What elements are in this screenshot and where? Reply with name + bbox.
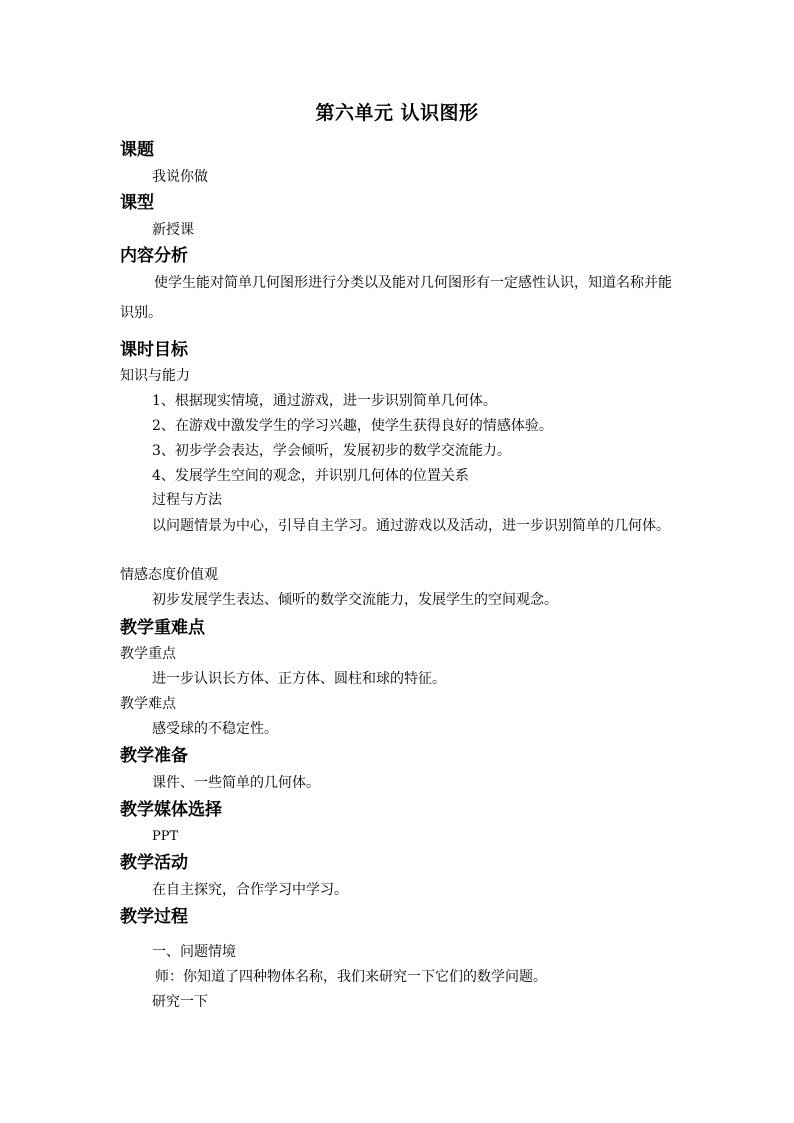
- document-title: 第六单元 认识图形: [315, 102, 479, 124]
- heading-teaching-process: 教学过程: [120, 907, 188, 927]
- difficulty-label: 教学难点: [120, 696, 176, 712]
- knowledge-item: 1、根据现实情境，通过游戏，进一步识别简单几何体。: [152, 393, 497, 409]
- heading-activity: 教学活动: [120, 853, 188, 873]
- heading-lesson-type: 课型: [120, 193, 154, 213]
- focus-text: 进一步认识长方体、正方体、圆柱和球的特征。: [152, 671, 446, 687]
- knowledge-item: 3、初步学会表达，学会倾听，发展初步的数学交流能力。: [152, 443, 511, 459]
- heading-key-points: 教学重难点: [120, 618, 205, 638]
- emotion-label: 情感态度价值观: [120, 567, 218, 583]
- heading-media: 教学媒体选择: [120, 800, 222, 820]
- focus-label: 教学重点: [120, 646, 176, 662]
- topic-text: 我说你做: [152, 169, 208, 185]
- lesson-type-text: 新授课: [152, 222, 194, 238]
- heading-lesson-goals: 课时目标: [120, 340, 188, 360]
- teacher-line: 师：你知道了四种物体名称，我们来研究一下它们的数学问题。: [155, 969, 547, 985]
- knowledge-label: 知识与能力: [120, 368, 190, 384]
- research-line: 研究一下: [152, 994, 208, 1010]
- heading-content-analysis: 内容分析: [120, 246, 188, 266]
- knowledge-item: 2、在游戏中激发学生的学习兴趣，使学生获得良好的情感体验。: [152, 418, 553, 434]
- heading-topic: 课题: [120, 140, 154, 160]
- content-analysis-text: 使学生能对简单几何图形进行分类以及能对几何图形有一定感性认识，知道名称并能识别。: [120, 275, 672, 321]
- process-step-1: 一、问题情境: [152, 944, 236, 960]
- media-text: PPT: [152, 829, 179, 844]
- activity-text: 在自主探究，合作学习中学习。: [152, 882, 348, 898]
- process-text: 以问题情景为中心，引导自主学习。通过游戏以及活动，进一步识别简单的几何体。: [152, 518, 670, 534]
- difficulty-text: 感受球的不稳定性。: [152, 721, 278, 737]
- preparation-text: 课件、一些简单的几何体。: [152, 775, 320, 791]
- process-label: 过程与方法: [152, 492, 222, 508]
- emotion-text: 初步发展学生表达、倾听的数学交流能力，发展学生的空间观念。: [152, 592, 558, 608]
- knowledge-item: 4、发展学生空间的观念，并识别几何体的位置关系: [152, 468, 469, 484]
- heading-preparation: 教学准备: [120, 746, 188, 766]
